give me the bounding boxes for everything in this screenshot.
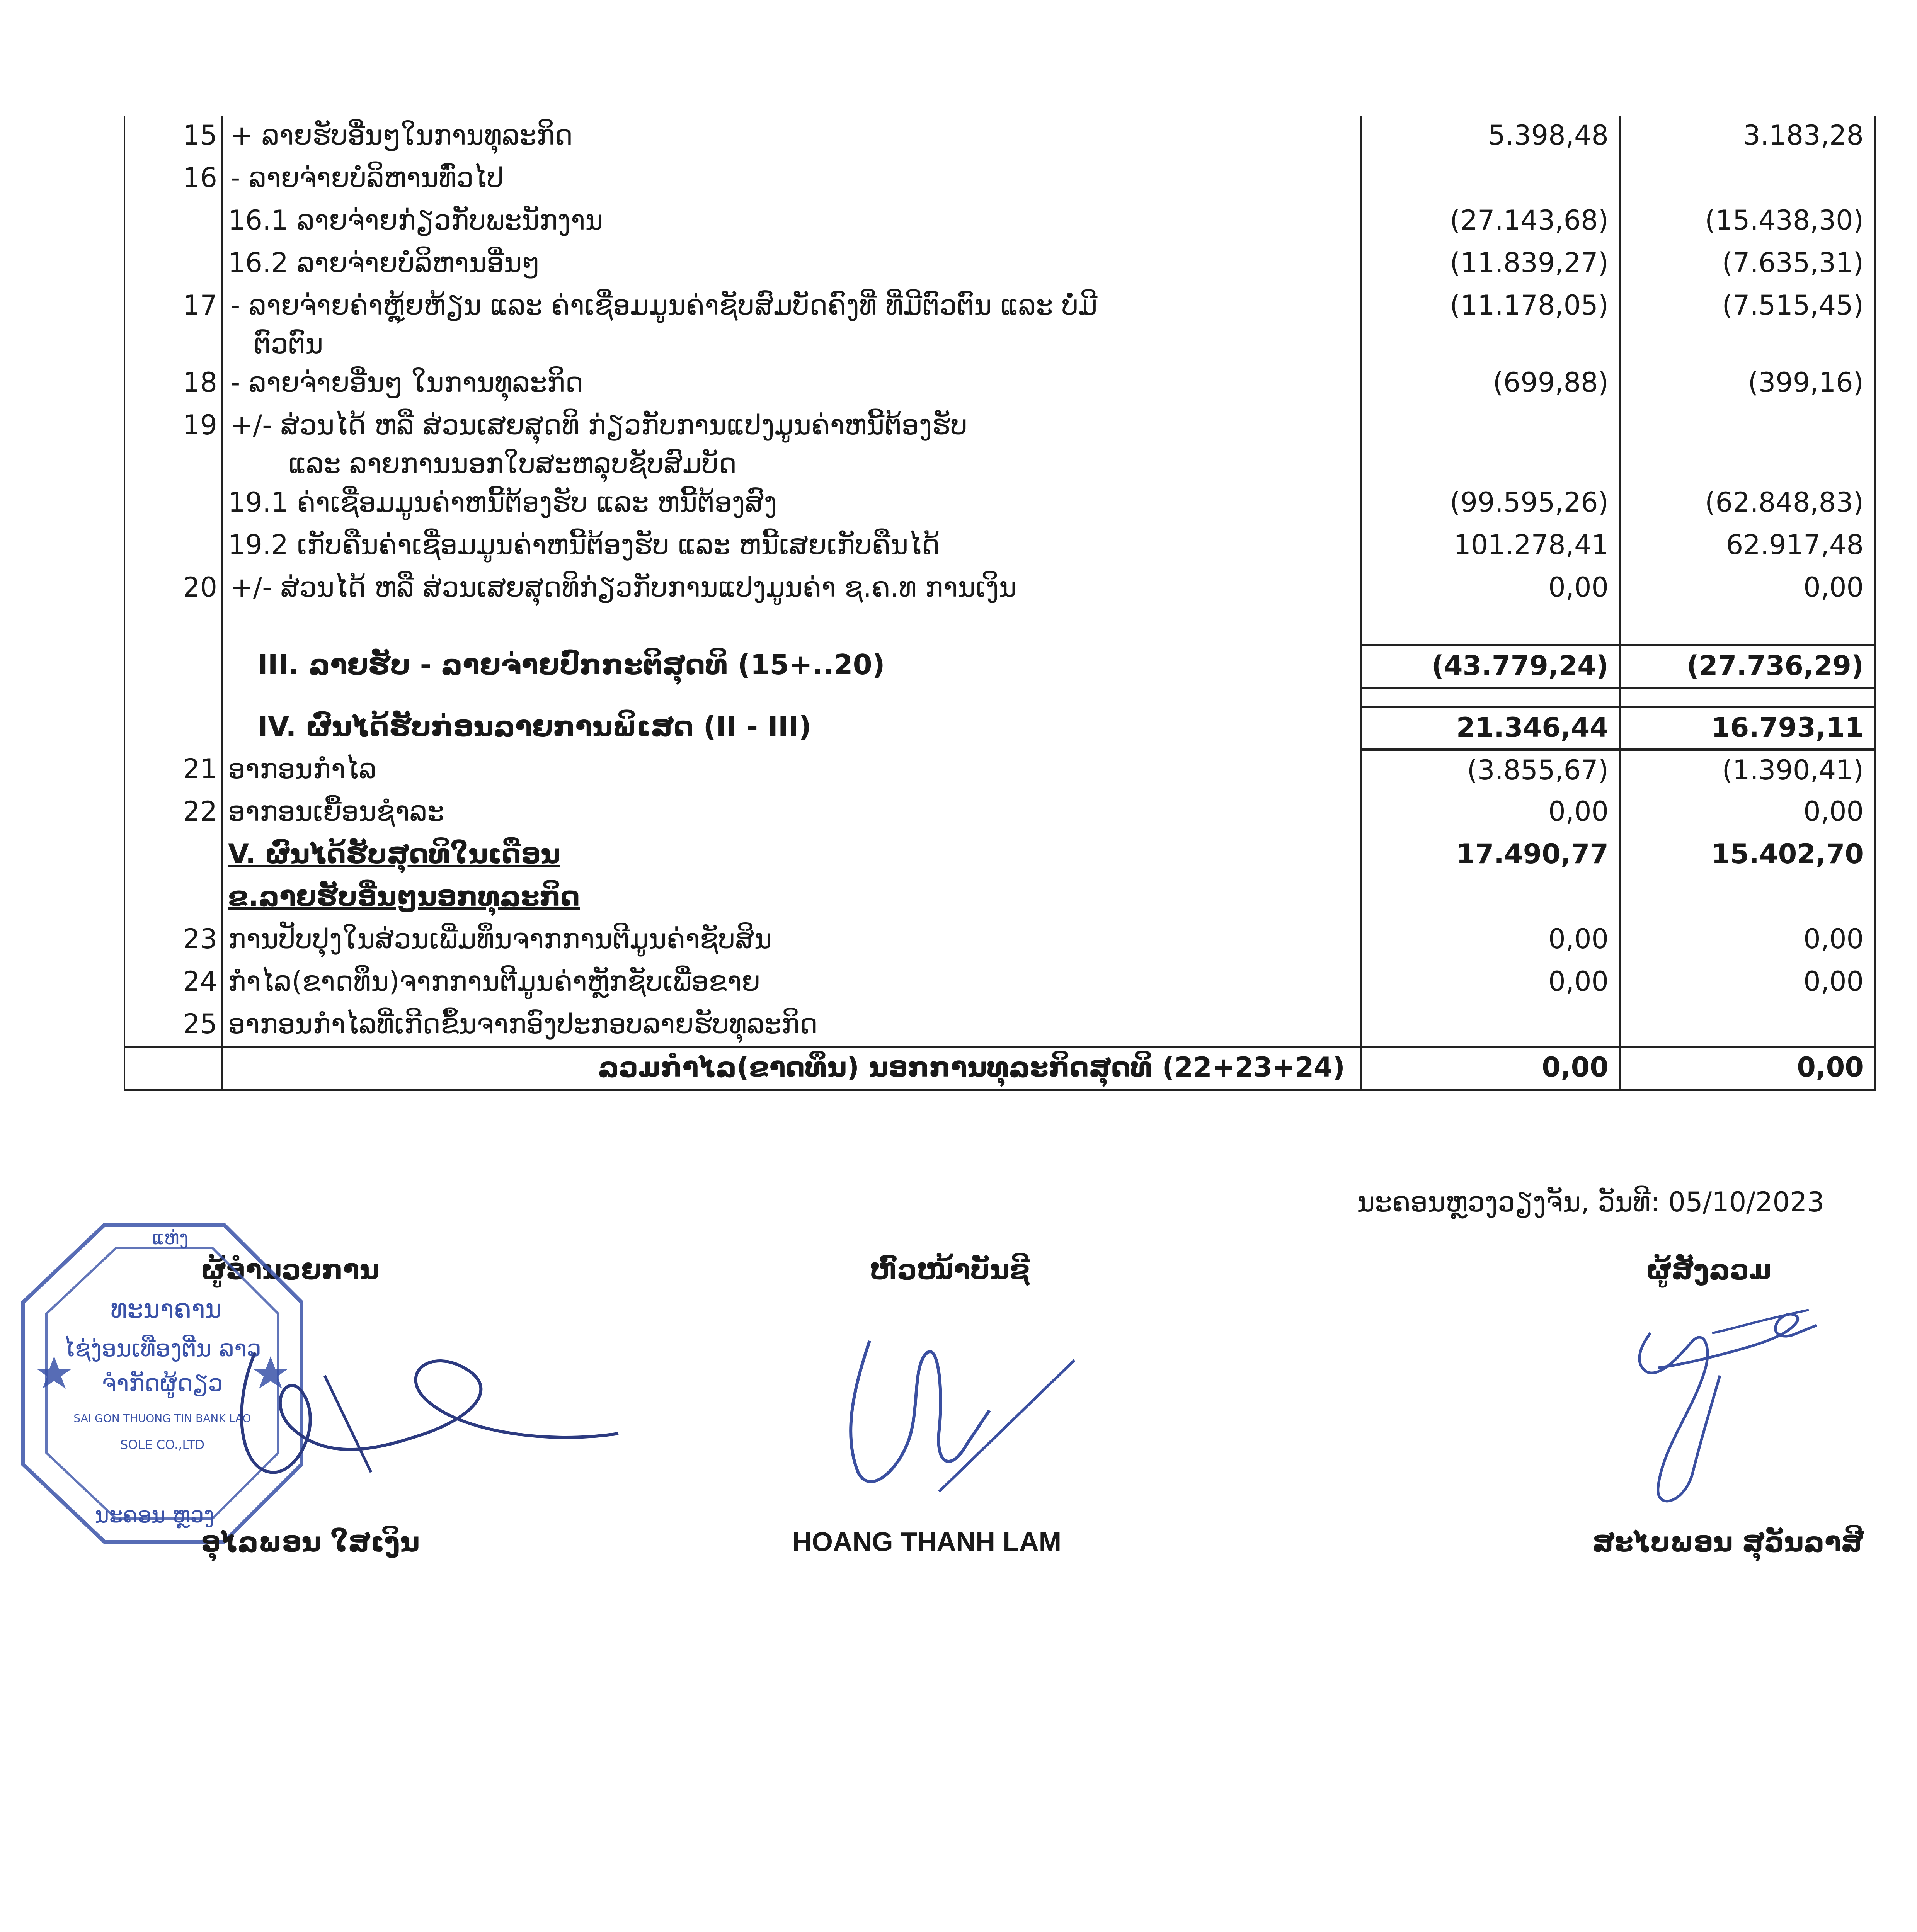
table-row (124, 286, 1875, 363)
row-number (124, 483, 222, 526)
section-total-row (124, 707, 1875, 750)
stamp-line5: SOLE CO.,LTD (120, 1437, 204, 1452)
row-number: 21 (124, 750, 222, 792)
previous-value: (27.736,29) (1620, 645, 1875, 688)
chief-accountant-title: ຫົວໜ້າບັນຊີ (870, 1254, 1030, 1286)
current-value (1361, 406, 1620, 483)
section-total-row (124, 835, 1875, 877)
current-value: 17.490,77 (1361, 835, 1620, 877)
row-description: ອາກອນເຍື້ອນຊໍາລະ (222, 792, 1361, 835)
stamp-bottom-text: ນະຄອນ ຫຼວງ (95, 1503, 215, 1528)
row-number: 24 (124, 962, 222, 1005)
table-row (124, 1005, 1875, 1047)
grand-total-row (124, 1047, 1875, 1090)
table-row (124, 526, 1875, 568)
section-v-label: V. ຜົນໄດ້ຮັບສຸດທິໃນເດືອນ (222, 835, 1361, 877)
row-description: 19.1 ຄ່າເຊື່ອມມູນຄ່າຫນີ້ຕ້ອງຮັບ ແລະ ຫນີ້ຕ້ອງສົງ (222, 483, 1361, 526)
spacer-row (124, 611, 1875, 645)
previous-value (1620, 158, 1875, 201)
table-row (124, 363, 1875, 406)
table-row (124, 243, 1875, 286)
row-number: 19 (124, 406, 222, 483)
current-value: 0,00 (1361, 962, 1620, 1005)
table-row (124, 792, 1875, 835)
row-description: 16.2 ລາຍຈ່າຍບໍລິຫານອື່ນໆ (222, 243, 1361, 286)
current-value: (11.178,05) (1361, 286, 1620, 363)
current-value: 5.398,48 (1361, 116, 1620, 158)
previous-value: 3.183,28 (1620, 116, 1875, 158)
current-value: 0,00 (1361, 568, 1620, 611)
row-description-line2: ຕົວຕົນ (254, 328, 323, 360)
row-description-line1: +/- ສ່ວນໄດ້ ຫລື ສ່ວນເສຍສຸດທິ ກ່ຽວກັບການແປງມູນຄ່າຫນີ້ຕ້ອງຮັບ (230, 409, 967, 441)
current-value: (3.855,67) (1361, 750, 1620, 792)
row-description: + ລາຍຮັບອື່ນໆໃນການທຸລະກິດ (222, 116, 1361, 158)
section-total-row (124, 645, 1875, 688)
previous-value (1620, 406, 1875, 483)
row-description: ອາກອນກຳໄລ (222, 750, 1361, 792)
row-number: 17 (124, 286, 222, 363)
table-row (124, 201, 1875, 243)
previous-value: 0,00 (1620, 792, 1875, 835)
current-value: 0,00 (1361, 792, 1620, 835)
director-name: ອຸໄລພອນ ໃສເງິນ (201, 1526, 420, 1558)
previous-value: 15.402,70 (1620, 835, 1875, 877)
section-iii-label: III. ລາຍຮັບ - ລາຍຈ່າຍປົກກະຕິສຸດທິ (15+..20) (222, 645, 1361, 688)
previous-value: (15.438,30) (1620, 201, 1875, 243)
row-description: 16.1 ລາຍຈ່າຍກ່ຽວກັບພະນັກງານ (222, 201, 1361, 243)
section-iv-label: IV. ຜົນໄດ້ຮັບກ່ອນລາຍການພິເສດ (II - III) (222, 707, 1361, 750)
row-number (124, 526, 222, 568)
row-description: - ລາຍຈ່າຍອື່ນໆ ໃນການທຸລະກິດ (222, 363, 1361, 406)
previous-value: 0,00 (1620, 1047, 1875, 1090)
row-description: ການປັບປຸງໃນສ່ວນເພີ່ມທຶນຈາກການຕີມູນຄ່າຊັບສິນ (222, 920, 1361, 962)
table-row (124, 158, 1875, 201)
preparer-name: ສະໄບພອນ ສຸວັນລາສີ (1592, 1526, 1864, 1558)
row-number: 23 (124, 920, 222, 962)
previous-value: (7.515,45) (1620, 286, 1875, 363)
current-value (1361, 1005, 1620, 1047)
row-description-line1: - ລາຍຈ່າຍຄ່າຫຼຸ້ຍຫ້ຽນ ແລະ ຄ່າເຊື່ອມມູນຄ່າຊັບສົມບັດຄົງທີ່ ທີ່ມີຕົວຕົນ ແລະ ບໍ່ມີ (230, 289, 1098, 321)
place-and-date: ນະຄອນຫຼວງວຽງຈັນ, ວັນທີ: 05/10/2023 (1357, 1186, 1824, 1218)
current-value: 0,00 (1361, 1047, 1620, 1090)
row-number: 20 (124, 568, 222, 611)
current-value: (699,88) (1361, 363, 1620, 406)
current-value: (43.779,24) (1361, 645, 1620, 688)
previous-value: 0,00 (1620, 920, 1875, 962)
previous-value: (62.848,83) (1620, 483, 1875, 526)
current-value: (99.595,26) (1361, 483, 1620, 526)
section-other-income-label: ຂ.ລາຍຮັບອື່ນໆນອກທຸລະກິດ (222, 877, 1361, 920)
stamp-top-text: ແຫ່ງ (152, 1227, 189, 1249)
income-statement-table (124, 116, 1876, 1091)
table-row (124, 920, 1875, 962)
row-description-line2: ແລະ ລາຍການນອກໃບສະຫລຸບຊັບສົມບັດ (288, 448, 737, 480)
stamp-line2: ໄຊ່ງ່ອນເທືອງຕີ່ນ ລາວ (63, 1335, 261, 1362)
row-description: +/- ສ່ວນໄດ້ ຫລື ສ່ວນເສຍສຸດທິກ່ຽວກັບການແປງມູນຄ່າ ຊ.ຄ.ທ ການເງິນ (222, 568, 1361, 611)
chief-accountant-name: HOANG THANH LAM (792, 1527, 1062, 1557)
row-number (124, 243, 222, 286)
previous-value: 62.917,48 (1620, 526, 1875, 568)
row-number: 15 (124, 116, 222, 158)
current-value: (27.143,68) (1361, 201, 1620, 243)
total-label: ລວມກໍາໄລ(ຂາດທຶນ) ນອກການທຸລະກິດສຸດທິ (22+23+24) (222, 1047, 1361, 1090)
row-number: 22 (124, 792, 222, 835)
previous-value: (399,16) (1620, 363, 1875, 406)
row-description: 19.2 ເກັບຄືນຄ່າເຊື່ອມມູນຄ່າຫນີ້ຕ້ອງຮັບ ແລະ ຫນີ້ເສຍເກັບຄືນໄດ້ (222, 526, 1361, 568)
preparer-title: ຜູ້ສັງລວມ (1646, 1254, 1772, 1286)
previous-value: 0,00 (1620, 568, 1875, 611)
row-number: 25 (124, 1005, 222, 1047)
previous-value: (7.635,31) (1620, 243, 1875, 286)
spacer-row (124, 688, 1875, 707)
current-value (1361, 158, 1620, 201)
row-number (124, 201, 222, 243)
row-number: 18 (124, 363, 222, 406)
current-value: 21.346,44 (1361, 707, 1620, 750)
stamp-line3: ຈຳກັດຜູ້ດຽວ (102, 1370, 223, 1397)
table-row (124, 483, 1875, 526)
row-description: - ລາຍຈ່າຍບໍລິຫານທົ່ວໄປ (222, 158, 1361, 201)
current-value: 101.278,41 (1361, 526, 1620, 568)
previous-value: 16.793,11 (1620, 707, 1875, 750)
current-value: 0,00 (1361, 920, 1620, 962)
chief-accountant-signature (812, 1310, 1098, 1511)
table-row (124, 116, 1875, 158)
stamp-line4: SAI GON THUONG TIN BANK LAO (73, 1412, 251, 1425)
previous-value: (1.390,41) (1620, 750, 1875, 792)
row-description (222, 286, 1361, 363)
row-number: 16 (124, 158, 222, 201)
row-description: ອາກອນກໍາໄລທີ່ເກີດຂຶ້ນຈາກອົງປະກອບລາຍຮັບທຸລະກິດ (222, 1005, 1361, 1047)
director-title: ຜູ້ອຳນວຍການ (201, 1254, 380, 1286)
row-description (222, 406, 1361, 483)
previous-value (1620, 1005, 1875, 1047)
stamp-line1: ທະນາຄານ (110, 1294, 222, 1324)
previous-value: 0,00 (1620, 962, 1875, 1005)
section-heading-row (124, 877, 1875, 920)
table-row (124, 568, 1875, 611)
table-row (124, 406, 1875, 483)
current-value: (11.839,27) (1361, 243, 1620, 286)
preparer-signature (1616, 1287, 1832, 1519)
table-row (124, 962, 1875, 1005)
director-signature (209, 1306, 634, 1522)
table-row (124, 750, 1875, 792)
row-description: ກໍາໄລ(ຂາດທຶນ)ຈາກການຕີມູນຄ່າຫຼັກຊັບເພື່ອຂາຍ (222, 962, 1361, 1005)
